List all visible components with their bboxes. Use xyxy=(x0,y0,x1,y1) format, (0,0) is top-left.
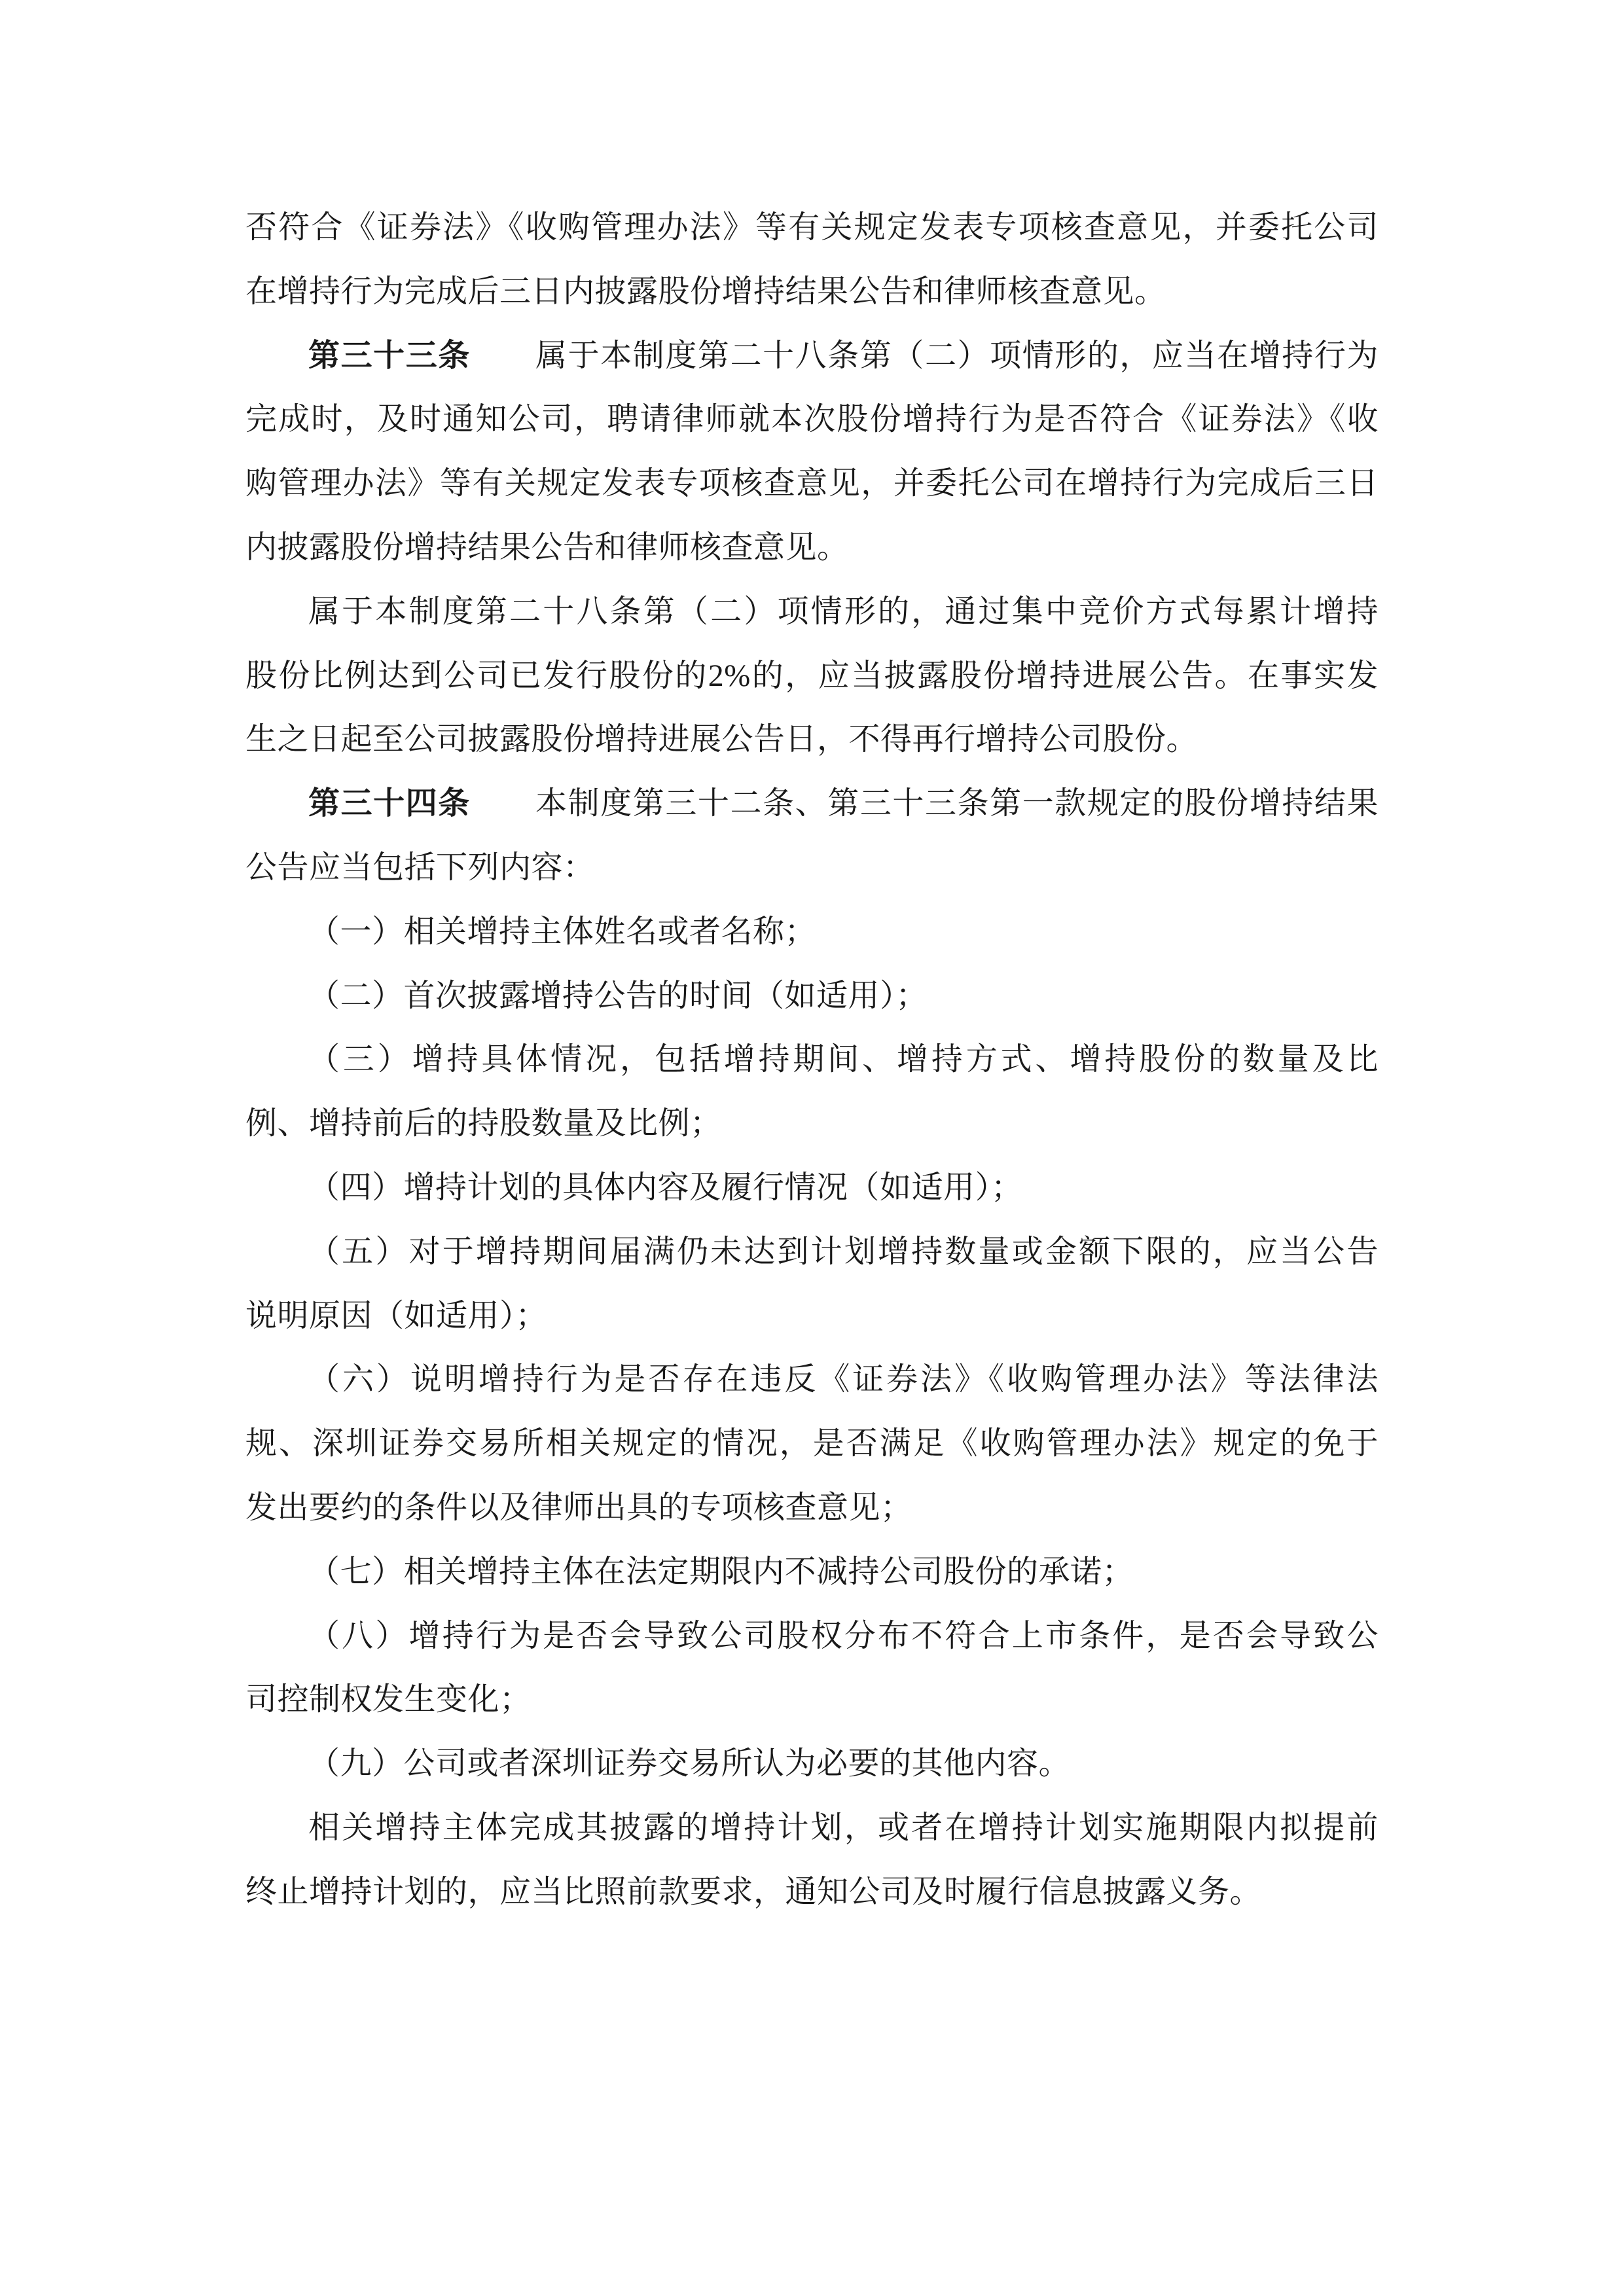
line-text: （七）相关增持主体在法定期限内不减持公司股份的承诺； xyxy=(308,1554,1134,1589)
text-line xyxy=(245,1284,1379,1348)
text-line xyxy=(245,1860,1379,1924)
line-text: （二）首次披露增持公告的时间（如适用）； xyxy=(308,978,928,1013)
text-line xyxy=(245,260,1379,324)
article-number: 第三十四条 xyxy=(308,786,471,821)
text-line xyxy=(245,836,1379,900)
line-text: 股份比例达到公司已发行股份的2%的，应当披露股份增持进展公告。在事实发 xyxy=(245,658,1379,693)
text-line xyxy=(245,1796,1379,1860)
text-line xyxy=(245,1156,1379,1220)
line-text: （六）说明增持行为是否存在违反《证券法》《收购管理办法》等法律法 xyxy=(308,1362,1379,1397)
text-line xyxy=(245,452,1379,516)
line-text: 公告应当包括下列内容： xyxy=(245,850,595,885)
line-text: 内披露股份增持结果公告和律师核查意见。 xyxy=(245,529,849,565)
text-line xyxy=(245,772,1379,836)
line-text: 生之日起至公司披露股份增持进展公告日，不得再行增持公司股份。 xyxy=(245,722,1199,757)
line-text: 相关增持主体完成其披露的增持计划，或者在增持计划实施期限内拟提前 xyxy=(308,1810,1379,1845)
text-line xyxy=(245,324,1379,388)
line-text: 说明原因（如适用）； xyxy=(245,1298,548,1333)
text-line xyxy=(245,1412,1379,1476)
text-line xyxy=(245,1348,1379,1412)
line-text: 完成时，及时通知公司，聘请律师就本次股份增持行为是否符合《证券法》《收 xyxy=(245,402,1379,437)
line-text: 在增持行为完成后三日内披露股份增持结果公告和律师核查意见。 xyxy=(245,274,1166,309)
line-text: 本制度第三十二条、第三十三条第一款规定的股份增持结果 xyxy=(470,786,1379,821)
line-text: （三）增持具体情况，包括增持期间、增持方式、增持股份的数量及比 xyxy=(308,1042,1379,1077)
text-line xyxy=(245,387,1379,452)
line-text: （八）增持行为是否会导致公司股权分布不符合上市条件，是否会导致公 xyxy=(308,1618,1379,1653)
text-line xyxy=(245,196,1379,260)
text-line xyxy=(245,580,1379,644)
line-text: 属于本制度第二十八条第（二）项情形的，应当在增持行为 xyxy=(470,338,1379,373)
line-text: （五）对于增持期间届满仍未达到计划增持数量或金额下限的，应当公告 xyxy=(308,1234,1379,1269)
text-line xyxy=(245,1668,1379,1732)
text-line xyxy=(245,900,1379,964)
text-line xyxy=(245,1732,1379,1796)
line-text: 司控制权发生变化； xyxy=(245,1682,532,1717)
text-line xyxy=(245,1604,1379,1668)
text-line xyxy=(245,1092,1379,1156)
line-text: 终止增持计划的，应当比照前款要求，通知公司及时履行信息披露义务。 xyxy=(245,1874,1262,1909)
line-text: 属于本制度第二十八条第（二）项情形的，通过集中竞价方式每累计增持 xyxy=(308,594,1379,629)
line-text: 否符合《证券法》《收购管理办法》等有关规定发表专项核查意见，并委托公司 xyxy=(245,210,1379,245)
line-text: 规、深圳证券交易所相关规定的情况，是否满足《收购管理办法》规定的免于 xyxy=(245,1426,1379,1462)
line-text: 例、增持前后的持股数量及比例； xyxy=(245,1106,722,1141)
line-text: 发出要约的条件以及律师出具的专项核查意见； xyxy=(245,1490,912,1525)
text-block xyxy=(245,196,1379,1924)
text-line xyxy=(245,708,1379,772)
line-text: 购管理办法》等有关规定发表专项核查意见，并委托公司在增持行为完成后三日 xyxy=(245,466,1379,501)
text-line xyxy=(245,644,1379,708)
text-line xyxy=(245,1028,1379,1092)
line-text: （九）公司或者深圳证券交易所认为必要的其他内容。 xyxy=(308,1746,1071,1782)
article-number: 第三十三条 xyxy=(308,338,471,373)
text-line xyxy=(245,964,1379,1028)
text-line xyxy=(245,1220,1379,1284)
line-text: （四）增持计划的具体内容及履行情况（如适用）； xyxy=(308,1170,1023,1205)
text-line xyxy=(245,1540,1379,1604)
text-line xyxy=(245,1476,1379,1540)
line-text: （一）相关增持主体姓名或者名称； xyxy=(308,914,817,949)
text-line xyxy=(245,516,1379,580)
